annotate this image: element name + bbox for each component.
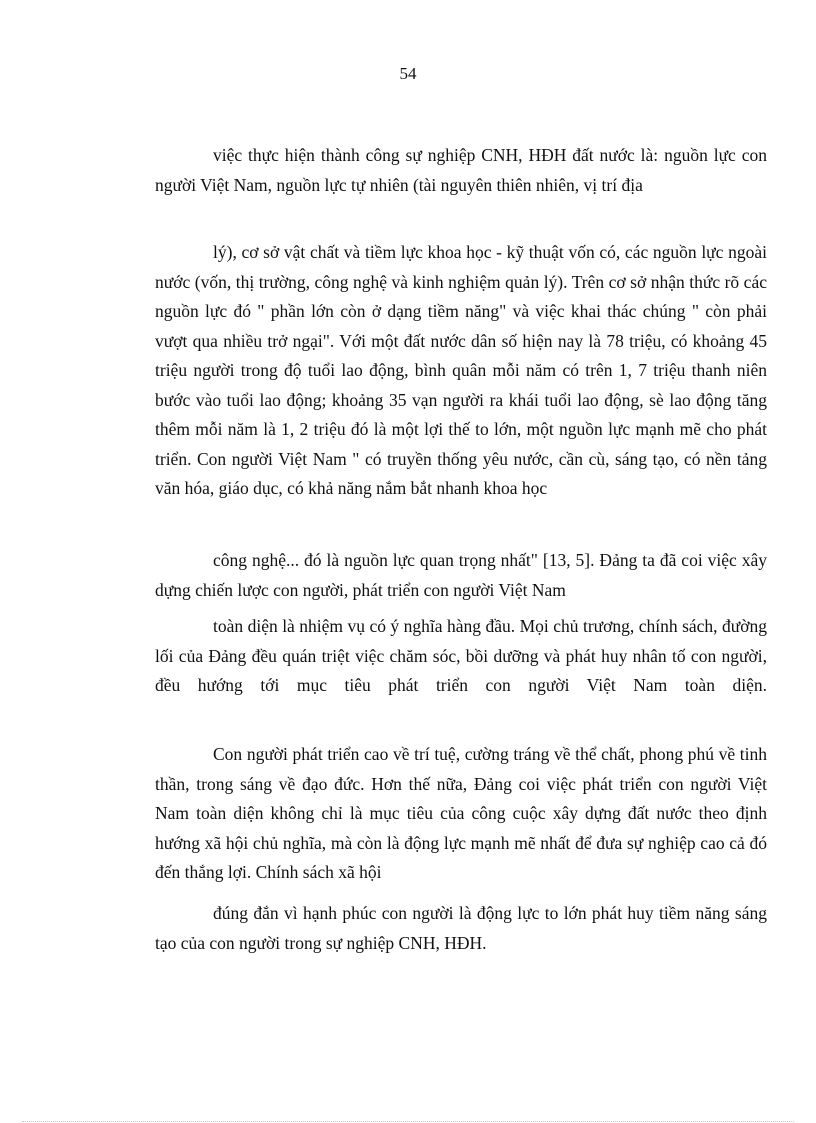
paragraph: đúng đắn vì hạnh phúc con người là động lực to lớn phát huy tiềm năng sáng tạo của con người trong sự nghiệp CNH, HĐH. — [155, 903, 767, 953]
body-text-block-5 — [155, 740, 767, 888]
page-number: 54 — [399, 64, 417, 83]
paragraph: Con người phát triển cao về trí tuệ, cường tráng về thể chất, phong phú về tinh thần, trong sáng về đạo đức. Hơn thế nữa, Đảng coi việc phát triển con người Việt Nam toàn diện không chỉ là mục tiêu của công cuộc xây dựng đất nước theo định hướng xã hội chủ nghĩa, mà còn là động lực mạnh mẽ nhất để đưa sự nghiệp cao cả đó đến thắng lợi. Chính sách xã hội — [155, 744, 767, 882]
paragraph: việc thực hiện thành công sự nghiệp CNH, HĐH đất nước là: nguồn lực con người Việt Nam, nguồn lực tự nhiên (tài nguyên thiên nhiên, vị trí địa — [155, 145, 767, 195]
body-text-block-1 — [155, 141, 767, 200]
paragraph: công nghệ... đó là nguồn lực quan trọng nhất" [13, 5]. Đảng ta đã coi việc xây dựng chiến lược con người, phát triển con người Việt Nam — [155, 550, 767, 600]
body-text-block-3 — [155, 546, 767, 605]
paragraph: toàn diện là nhiệm vụ có ý nghĩa hàng đầu. Mọi chủ trương, chính sách, đường lối của Đảng đều quán triệt việc chăm sóc, bồi dưỡng và phát huy nhân tố con người, đều hướng tới mục tiêu phát triển con người Việt Nam toàn diện. — [155, 616, 767, 695]
page-bottom-divider — [22, 1121, 794, 1122]
body-text-block-6 — [155, 899, 767, 958]
paragraph: lý), cơ sở vật chất và tiềm lực khoa học - kỹ thuật vốn có, các nguồn lực ngoài nước (vốn, thị trường, công nghệ và kinh nghiệm quản lý). Trên cơ sở nhận thức rõ các nguồn lực đó " phần lớn còn ở dạng tiềm năng" và việc khai thác chúng " còn phải vượt qua nhiều trở ngại". Với một đất nước dân số hiện nay là 78 triệu, có khoảng 45 triệu người trong độ tuổi lao động, bình quân mỗi năm có trên 1, 7 triệu thanh niên bước vào tuổi lao động; khoảng 35 vạn người ra khái tuổi lao động, sè lao động tăng thêm mỗi năm là 1, 2 triệu đó là một lợi thế to lớn, một nguồn lực mạnh mẽ cho phát triển. Con người Việt Nam " có truyền thống yêu nước, cần cù, sáng tạo, có nền tảng văn hóa, giáo dục, có khả năng nắm bắt nhanh khoa học — [155, 242, 767, 498]
body-text-block-4 — [155, 612, 767, 701]
body-text-block-2 — [155, 238, 767, 504]
